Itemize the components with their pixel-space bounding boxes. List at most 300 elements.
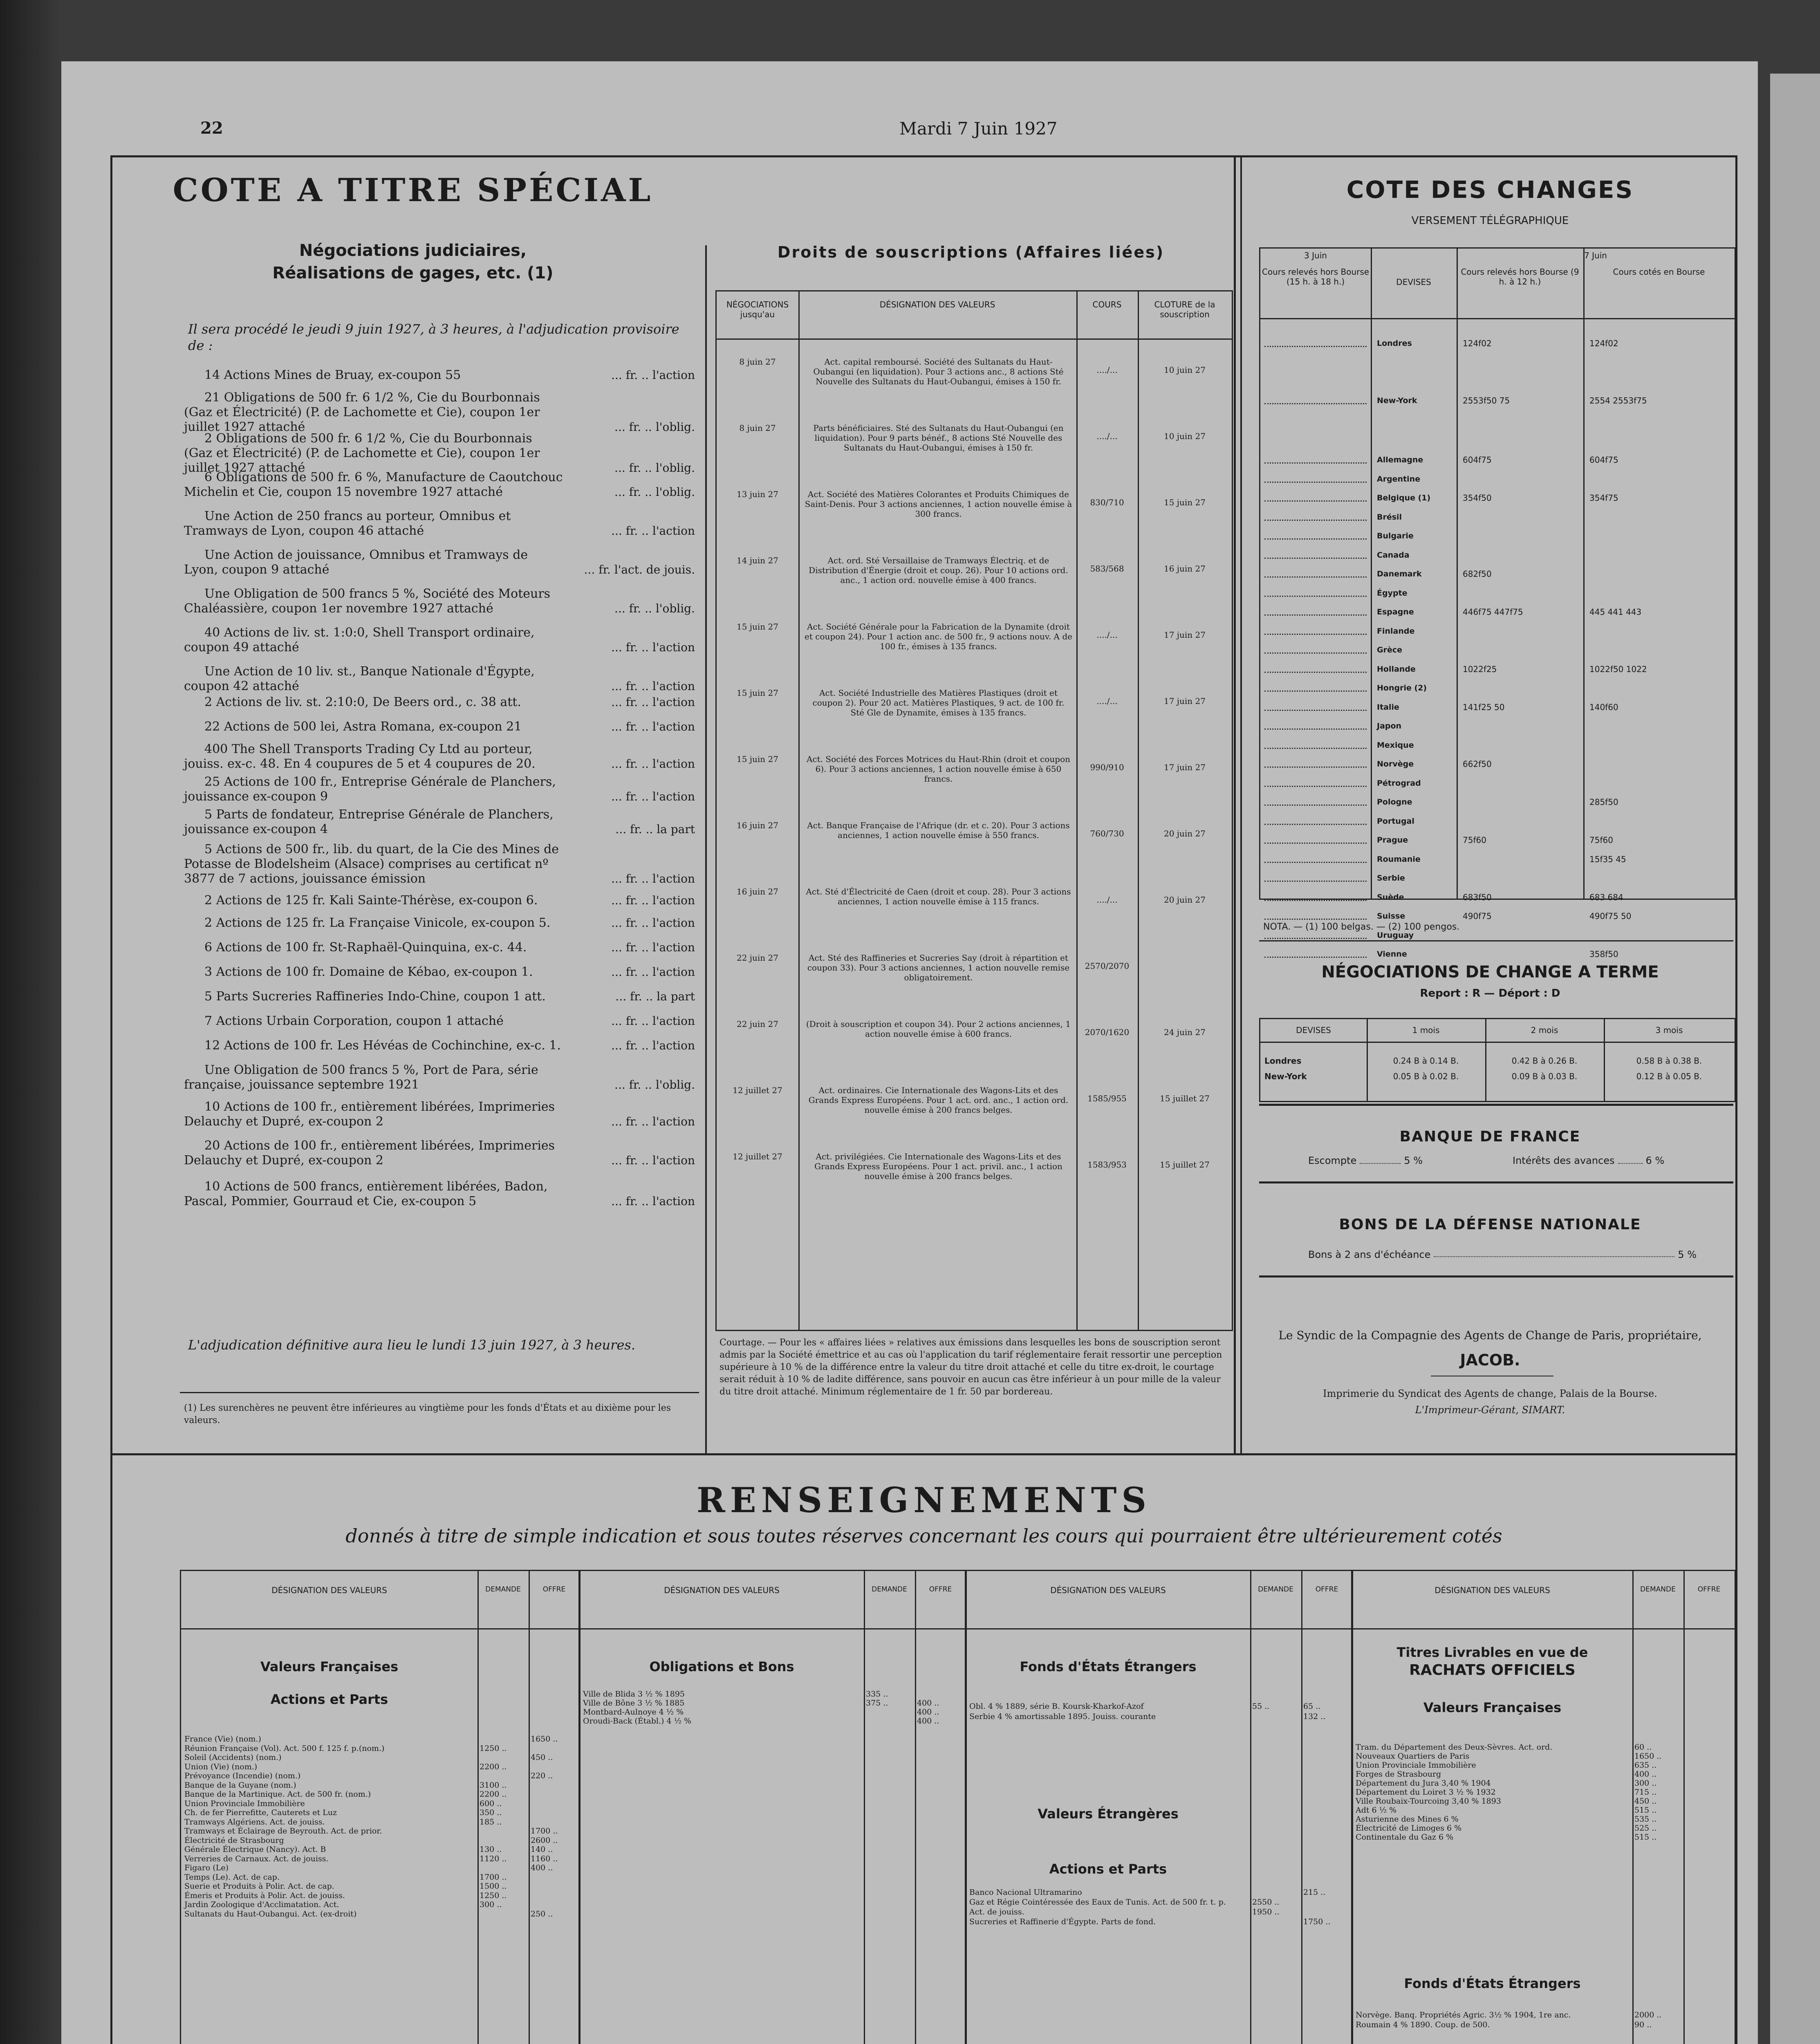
page-number: 22 [200, 119, 223, 138]
cote-item-text: Une Action de jouissance, Omnibus et Tramways de Lyon, coupon 9 attaché [184, 548, 528, 577]
droits-cloture: 15 juillet 27 [1160, 1160, 1210, 1170]
droits-date: 16 juin 27 [737, 887, 778, 896]
changes-devise: Hongrie (2) [1377, 684, 1427, 693]
syndic-line3: L'Imprimeur-Gérant, SIMART. [1415, 1404, 1565, 1416]
droits-desc: Act. Société Industrielle des Matières Plastiques (droit et coupon 2). Pour 20 act. Matières Plastiques, 9 act. de 100 fr. Sté Gle de Dynamite, émises à 135 francs. [812, 688, 1065, 717]
droits-desc: Act. Société Générale pour la Fabrication de la Dynamite (droit et coupon 24). Pour 1 action anc. de 500 fr., 9 actions nouv. A de 100 fr., émises à 135 francs. [805, 622, 1072, 651]
rens-col-rule [1683, 1571, 1685, 2044]
cote-item [184, 625, 695, 655]
rens-row-demande: 335 .. [866, 1690, 888, 1699]
rens-header-demande: DEMANDE [485, 1585, 521, 1594]
cote-item-text: 2 Actions de 125 fr. La Française Vinicole, ex-coupon 5. [204, 916, 551, 930]
rens-row-demande: 515 .. [1634, 1806, 1657, 1815]
droits-table [715, 290, 1233, 1331]
rule-2 [1259, 1104, 1733, 1106]
changes-dots [1264, 482, 1367, 483]
cote-item-unit: ... fr. .. l'action [611, 965, 695, 979]
cote-item-text: 6 Actions de 100 fr. St-Raphaël-Quinquina, ex-c. 44. [204, 940, 527, 955]
droits-cloture: 10 juin 27 [1164, 365, 1206, 375]
rens-heading: Titres Livrables en vue de [1396, 1645, 1588, 1660]
rens-row-name: Sultanats du Haut-Oubangui. Act. (ex-droit) [184, 1909, 357, 1918]
rens-row-demande: 90 .. [1634, 2020, 1652, 2029]
rens-row-name: Ville de Blida 3 ½ % 1895 [583, 1690, 685, 1699]
rens-header-offre: OFFRE [1697, 1585, 1721, 1594]
changes-devise: New-York [1377, 396, 1417, 405]
rens-row-offre: 220 .. [531, 1771, 553, 1780]
changes-devise: Finlande [1377, 626, 1415, 636]
changes-devise: Pologne [1377, 798, 1412, 807]
changes-devise: Grèce [1377, 645, 1403, 654]
droits-cours: ..../... [1096, 365, 1118, 375]
changes-dots [1264, 403, 1367, 404]
syndic-line1: Le Syndic de la Compagnie des Agents de Change de Paris, propriétaire, [1278, 1329, 1702, 1342]
changes-dots [1264, 881, 1367, 882]
cote-item-unit: ... fr. .. l'action [611, 941, 695, 954]
rens-row-demande: 2550 .. [1252, 1898, 1280, 1907]
rens-row-offre: 2600 .. [531, 1836, 558, 1845]
divider-col2b [1240, 157, 1242, 1455]
terme-m3: 0.12 B à 0.05 B. [1636, 1071, 1702, 1081]
rens-row-name: Tramways et Éclairage de Beyrouth. Act. de prior. [184, 1827, 382, 1836]
changes-dots [1264, 538, 1367, 540]
rens-row-name: Tramways Algériens. Act. de jouiss. [184, 1817, 325, 1827]
rens-row-offre: 140 .. [531, 1845, 553, 1854]
banque-avances-value: 6 % [1645, 1155, 1665, 1166]
changes-date-right: 7 Juin [1584, 251, 1607, 260]
changes-hb: 662f50 [1463, 759, 1492, 769]
rens-heading: RACHATS OFFICIELS [1409, 1662, 1576, 1679]
changes-dots [1264, 652, 1367, 654]
rens-row-demande: 350 .. [480, 1808, 502, 1817]
rens-table [180, 1570, 1736, 2044]
droits-col-rule [798, 291, 800, 1330]
rens-row-name: Continentale du Gaz 6 % [1356, 1833, 1454, 1842]
cote-item [184, 842, 695, 886]
changes-devise: Italie [1377, 702, 1399, 712]
banque-escompte [1308, 1155, 1423, 1166]
droits-date: 8 juin 27 [739, 357, 776, 367]
changes-hb: 682f50 [1463, 569, 1492, 579]
rens-row-demande: 1700 .. [480, 1872, 507, 1882]
rens-header-demande: DEMANDE [1258, 1585, 1293, 1594]
rens-row-demande: 1500 .. [480, 1882, 507, 1891]
cote-item-unit: ... fr. l'act. de jouis. [584, 563, 695, 576]
terme-m1: 0.05 B à 0.02 B. [1393, 1071, 1459, 1081]
cote-item-text: 40 Actions de liv. st. 1:0:0, Shell Transport ordinaire, coupon 49 attaché [184, 625, 535, 654]
droits-cloture: 15 juillet 27 [1160, 1094, 1210, 1103]
droits-desc: Act. privilégiées. Cie Internationale des Wagons-Lits et des Grands Express Européens. Pour 1 act. privil. anc., 1 action nouvelle émise à 200 francs belges. [814, 1152, 1062, 1181]
cote-item-text: Une Action de 250 francs au porteur, Omnibus et Tramways de Lyon, coupon 46 attaché [184, 509, 511, 538]
cote-item-unit: ... fr. .. l'action [611, 641, 695, 654]
banque-title: BANQUE DE FRANCE [1399, 1128, 1581, 1145]
droits-date: 15 juin 27 [737, 754, 778, 764]
changes-hb: 490f75 [1463, 911, 1492, 921]
rens-row-offre: 450 .. [531, 1753, 553, 1762]
cote-item-unit: ... fr. .. l'action [611, 1115, 695, 1128]
cote-item [184, 431, 695, 475]
changes-dots [1264, 576, 1367, 578]
rens-row-name: Banque de la Guyane (nom.) [184, 1780, 296, 1790]
changes-bourse: 15f35 45 [1589, 854, 1626, 864]
rens-row-demande: 300 .. [480, 1900, 502, 1909]
rens-col-rule [915, 1571, 916, 2044]
rens-heading: Valeurs Étrangères [1038, 1806, 1179, 1822]
rens-row-name: Banco Nacional Ultramarino [969, 1888, 1082, 1897]
droits-date: 8 juin 27 [739, 423, 776, 433]
changes-dots [1264, 862, 1367, 863]
changes-hb: 141f25 50 [1463, 702, 1505, 712]
rens-col-rule [477, 1571, 479, 2044]
droits-cloture: 15 juin 27 [1164, 498, 1206, 507]
rens-header-offre: OFFRE [542, 1585, 566, 1594]
rens-row-name: Jardin Zoologique d'Acclimatation. Act. [184, 1900, 339, 1909]
droits-cloture: 10 juin 27 [1164, 431, 1206, 441]
changes-hb: 75f60 [1463, 835, 1486, 845]
rens-row-offre: 1750 .. [1303, 1917, 1331, 1926]
cote-item-text: Une Action de 10 liv. st., Banque Nationale d'Égypte, coupon 42 attaché [184, 664, 535, 693]
changes-devise: Serbie [1377, 874, 1405, 883]
changes-devise: Danemark [1377, 569, 1422, 578]
cote-item [184, 719, 695, 734]
rens-header-designation: DÉSIGNATION DES VALEURS [1434, 1585, 1550, 1595]
droits-cours: ..../... [1096, 696, 1118, 706]
rens-block-rule [1351, 1571, 1353, 2044]
rens-row-name: Département du Loiret 3 ½ % 1932 [1356, 1788, 1496, 1797]
cote-item [184, 965, 695, 979]
cote-item [184, 1014, 695, 1029]
droits-cloture: 16 juin 27 [1164, 564, 1206, 574]
rens-row-name: Soleil (Accidents) (nom.) [184, 1753, 282, 1762]
rens-row-name: Banque de la Martinique. Act. de 500 fr. (nom.) [184, 1790, 371, 1799]
rens-col-rule [529, 1571, 530, 2044]
changes-dots [1264, 766, 1367, 768]
cote-item-text: 3 Actions de 100 fr. Domaine de Kébao, ex-coupon 1. [204, 965, 533, 979]
droits-cours: 583/568 [1090, 564, 1124, 574]
cote-item [184, 1179, 695, 1209]
rens-row-offre: 132 .. [1303, 1712, 1326, 1721]
changes-dots [1264, 843, 1367, 844]
droits-header: NÉGOCIATIONS jusqu'au [726, 300, 789, 319]
droits-desc: Act. Banque Française de l'Afrique (dr. et c. 20). Pour 3 actions anciennes, 1 action nouvelle émise à 550 francs. [807, 820, 1070, 840]
changes-dots [1264, 824, 1367, 825]
cote-item-unit: ... fr. .. l'oblig. [614, 1078, 695, 1091]
rens-row-demande: 375 .. [866, 1699, 888, 1708]
rens-row-demande: 1950 .. [1252, 1907, 1280, 1916]
rens-col-rule [1301, 1571, 1302, 2044]
cote-item-unit: ... fr. .. l'action [611, 894, 695, 907]
cote-item-unit: ... fr. .. l'action [611, 757, 695, 771]
cote-item [184, 664, 695, 694]
rens-header-rule [181, 1628, 1735, 1629]
changes-devise: Allemagne [1377, 455, 1423, 464]
rens-row-offre: 215 .. [1303, 1888, 1326, 1897]
banque-escompte-label: Escompte [1308, 1155, 1357, 1166]
changes-devise: Brésil [1377, 512, 1402, 522]
terme-devise: New-York [1264, 1071, 1307, 1081]
rens-row-demande: 1650 .. [1634, 1752, 1662, 1761]
cote-item-unit: ... fr. .. l'action [611, 1039, 695, 1052]
cote-item [184, 775, 695, 804]
cote-footnote: (1) Les surenchères ne peuvent être inférieures au vingtième pour les fonds d'États et au dixième pour les valeurs. [184, 1403, 671, 1425]
droits-cours: 2570/2070 [1085, 961, 1130, 971]
rens-heading: Obligations et Bons [649, 1659, 794, 1674]
rens-row-name: Ch. de fer Pierrefitte, Cauterets et Luz [184, 1808, 337, 1817]
droits-date: 15 juin 27 [737, 688, 778, 698]
syndic-line2: Imprimerie du Syndicat des Agents de change, Palais de la Bourse. [1323, 1388, 1657, 1399]
rens-row-name: Serbie 4 % amortissable 1895. Jouiss. courante [969, 1712, 1156, 1721]
cote-item [184, 940, 695, 955]
cote-item [184, 742, 695, 771]
rens-row-name: Forges de Strasbourg [1356, 1770, 1441, 1779]
rens-row-demande: 2200 .. [480, 1762, 507, 1771]
droits-cloture: 17 juin 27 [1164, 696, 1206, 706]
changes-dots [1264, 500, 1367, 502]
changes-header: Cours cotés en Bourse [1613, 267, 1705, 277]
terme-devise: Londres [1264, 1056, 1302, 1066]
rens-row-demande: 300 .. [1634, 1779, 1657, 1788]
droits-cloture: 24 juin 27 [1164, 1027, 1206, 1037]
cote-item [184, 1063, 695, 1092]
rule-1 [1259, 940, 1733, 941]
rens-row-offre: 400 .. [917, 1717, 939, 1726]
changes-dots [1264, 900, 1367, 901]
changes-col-rule [1371, 249, 1372, 899]
rens-row-name: Verreries de Carnaux. Act. de jouiss. [184, 1854, 329, 1863]
cote-item-text: 400 The Shell Transports Trading Cy Ltd au porteur, jouiss. ex-c. 48. En 4 coupures de 5 et 4 coupures de 20. [184, 742, 536, 771]
rens-row-name: Nouveaux Quartiers de Paris [1356, 1752, 1470, 1761]
rens-row-name: Montbard-Aulnoye 4 ½ % [583, 1708, 684, 1717]
banque-avances [1513, 1155, 1664, 1166]
cote-item-text: 12 Actions de 100 fr. Les Hévéas de Cochinchine, ex-c. 1. [204, 1038, 561, 1053]
changes-dots [1264, 957, 1367, 958]
terme-header: DEVISES [1296, 1025, 1331, 1035]
cote-item [184, 1038, 695, 1053]
changes-devise: Hollande [1377, 664, 1416, 674]
droits-title: Droits de souscriptions (Affaires liées) [777, 243, 1165, 261]
changes-bourse: 604f75 [1589, 455, 1618, 465]
changes-nota: NOTA. — (1) 100 belgas. — (2) 100 pengos. [1263, 922, 1460, 932]
cote-item [184, 1100, 695, 1129]
rens-row-name: Prévoyance (Incendie) (nom.) [184, 1771, 301, 1780]
droits-date: 15 juin 27 [737, 622, 778, 632]
cote-item-unit: ... fr. .. l'action [611, 872, 695, 885]
changes-bourse: 683 684 [1589, 892, 1623, 902]
droits-cours: 1583/953 [1087, 1160, 1127, 1170]
cote-item-text: 20 Actions de 100 fr., entièrement libérées, Imprimeries Delauchy et Dupré, ex-coupon 2 [184, 1139, 555, 1168]
changes-hb: 446f75 447f75 [1463, 607, 1523, 617]
cote-intro: Il sera procédé le jeudi 9 juin 1927, à 3 heures, à l'adjudication provisoire de : [188, 321, 679, 353]
rens-row-name: Union Provinciale Immobilière [184, 1799, 305, 1808]
changes-col-rule [1583, 249, 1585, 899]
droits-desc: Act. Sté des Raffineries et Sucreries Say (droit à répartition et coupon 33). Pour 3 actions anciennes, 1 action nouvelle remise obligatoirement. [807, 953, 1070, 982]
rens-row-name: Union (Vie) (nom.) [184, 1762, 258, 1771]
changes-dots [1264, 346, 1367, 347]
cote-item [184, 548, 695, 577]
rens-block-rule [578, 1571, 581, 2044]
cote-item-unit: ... fr. .. l'action [611, 790, 695, 803]
droits-header: CLOTURE de la souscription [1154, 300, 1215, 319]
terme-m2: 0.42 B à 0.26 B. [1511, 1056, 1578, 1066]
rens-row-name: Électricité de Strasbourg [184, 1836, 284, 1845]
droits-date: 12 juillet 27 [733, 1152, 782, 1161]
changes-bourse: 285f50 [1589, 797, 1618, 807]
cote-item-unit: ... fr. .. l'oblig. [614, 461, 695, 475]
rens-header-demande: DEMANDE [872, 1585, 907, 1594]
droits-date: 22 juin 27 [737, 1019, 778, 1029]
rens-row-demande: 1250 .. [480, 1744, 507, 1753]
cote-item-unit: ... fr. .. la part [615, 990, 695, 1003]
cote-item-unit: ... fr. .. l'action [611, 1154, 695, 1167]
changes-dots [1264, 462, 1367, 464]
rens-row-demande: 535 .. [1634, 1815, 1657, 1824]
changes-devise: Roumanie [1377, 854, 1421, 864]
rens-heading: Actions et Parts [270, 1692, 388, 1707]
cote-item [184, 470, 695, 500]
rens-col-rule [1250, 1571, 1251, 2044]
changes-col-rule [1457, 249, 1458, 899]
changes-dots [1264, 805, 1367, 806]
changes-bourse: 75f60 [1589, 835, 1613, 845]
changes-bourse: 358f50 [1589, 949, 1618, 959]
droits-date: 12 juillet 27 [733, 1085, 782, 1095]
cote-item-text: Une Obligation de 500 francs 5 %, Société des Moteurs Chaléassière, coupon 1er novembre 1927 attaché [184, 587, 551, 616]
rens-row-name: Ville Roubaix-Tourcoing 3,40 % 1893 [1356, 1797, 1501, 1806]
terme-table [1259, 1018, 1736, 1102]
rens-row-demande: 400 .. [1634, 1770, 1657, 1779]
rens-row-name: Oroudi-Back (Établ.) 4 ½ % [583, 1717, 692, 1726]
rens-row-name: Obl. 4 % 1889, série B. Koursk-Kharkof-Azof [969, 1702, 1144, 1711]
rens-heading: Fonds d'États Étrangers [1020, 1659, 1197, 1674]
cote-item-unit: ... fr. .. l'action [611, 524, 695, 538]
rens-row-demande: 715 .. [1634, 1788, 1657, 1797]
rens-row-demande: 3100 .. [480, 1780, 507, 1790]
rens-row-demande: 185 .. [480, 1817, 502, 1827]
cote-item-text: 6 Obligations de 500 fr. 6 %, Manufacture de Caoutchouc Michelin et Cie, coupon 15 novembre 1927 attaché [184, 470, 563, 499]
changes-devise: Prague [1377, 836, 1408, 845]
droits-cours: 2070/1620 [1085, 1027, 1130, 1037]
droits-cours: ..../... [1096, 895, 1118, 905]
rens-row-name: Adt 6 ½ % [1356, 1806, 1397, 1815]
cote-item-text: 2 Obligations de 500 fr. 6 1/2 %, Cie du Bourbonnais (Gaz et Électricité) (P. de Lachomette et Cie), coupon 1er juillet 1927 attaché [184, 431, 540, 475]
divider-col2 [1234, 157, 1236, 1455]
droits-date: 22 juin 27 [737, 953, 778, 963]
banque-avances-label: Intérêts des avances [1513, 1155, 1615, 1166]
droits-desc: Act. Sté d'Électricité de Caen (droit et coup. 28). Pour 3 actions anciennes, 1 action nouvelle émise à 115 francs. [806, 887, 1071, 906]
droits-cloture: 20 juin 27 [1164, 829, 1206, 838]
cote-item-text: 25 Actions de 100 fr., Entreprise Générale de Planchers, jouissance ex-coupon 9 [184, 775, 556, 804]
rens-row-name: Roumain 4 % 1890. Coup. de 500. [1356, 2020, 1490, 2029]
rens-heading: Valeurs Françaises [260, 1659, 399, 1674]
changes-bourse: 124f02 [1589, 338, 1618, 348]
droits-courtage: Courtage. — Pour les « affaires liées » relatives aux émissions dans lesquelles les bons de souscription seront admis par la Société émettrice et au cas où l'application du tarif réglementaire ferait ressortir une perception supérieure à 10 % de la différence entre la valeur du titre droit attaché et celle du titre ex-droit, le courtage serait réduit à 10 % de ladite différence, sans pouvoir en aucun cas être inférieur à un pour mille de la valeur du titre droit attaché. Minimum réglementaire de 1 fr. 50 par bordereau. [719, 1338, 1222, 1397]
changes-dots [1264, 672, 1367, 673]
syndic-name: JACOB. [1460, 1351, 1520, 1369]
changes-bourse: 490f75 50 [1589, 911, 1632, 921]
cote-item [184, 893, 695, 908]
changes-devise: Canada [1377, 550, 1410, 560]
rens-header-demande: DEMANDE [1640, 1585, 1676, 1594]
rens-row-name: Gaz et Régie Cointéressée des Eaux de Tunis. Act. de 500 fr. t. p. [969, 1898, 1226, 1907]
rens-row-demande: 130 .. [480, 1845, 502, 1854]
cote-item [184, 368, 695, 383]
terme-header-rule [1260, 1042, 1735, 1043]
changes-bourse: 354f75 [1589, 493, 1618, 503]
changes-dots [1264, 520, 1367, 521]
rens-header-designation: DÉSIGNATION DES VALEURS [1050, 1585, 1166, 1595]
droits-desc: Act. Société des Matières Colorantes et Produits Chimiques de Saint-Denis. Pour 3 actions anciennes, 1 action nouvelle émise à 300 francs. [805, 489, 1072, 519]
rens-row-demande: 515 .. [1634, 1833, 1657, 1842]
rens-subtitle: donnés à titre de simple indication et sous toutes réserves concernant les cours qui pourraient être ultérieurement cotés [345, 1525, 1502, 1547]
droits-cours: 760/730 [1090, 829, 1124, 838]
cote-item-unit: ... fr. .. l'oblig. [614, 602, 695, 615]
cote-item-unit: ... fr. .. l'action [611, 720, 695, 733]
cote-item [184, 695, 695, 710]
rens-row-demande: 2200 .. [480, 1790, 507, 1799]
changes-hb: 1022f25 [1463, 664, 1497, 674]
cote-item-unit: ... fr. .. la part [615, 823, 695, 836]
changes-hb: 124f02 [1463, 338, 1492, 348]
droits-desc: Parts bénéficiaires. Sté des Sultanats du Haut-Oubangui (en liquidation). Pour 9 parts bénéf., 8 actions Sté Nouvelle des Sultanats du Haut-Oubangui, émises à 150 fr. [813, 423, 1064, 453]
rens-row-name: Tram. du Département des Deux-Sèvres. Act. ord. [1356, 1743, 1553, 1752]
changes-devise: Argentine [1377, 474, 1421, 484]
rens-row-offre: 65 .. [1303, 1702, 1321, 1711]
droits-cloture: 17 juin 27 [1164, 762, 1206, 772]
changes-dots [1264, 634, 1367, 635]
changes-header: Cours relevés hors Bourse (9 h. à 12 h.) [1461, 267, 1579, 287]
droits-header-rule [717, 338, 1232, 340]
changes-header: Cours relevés hors Bourse (15 h. à 18 h.) [1262, 267, 1369, 287]
changes-dots [1264, 919, 1367, 920]
banque-escompte-value: 5 % [1404, 1155, 1423, 1166]
droits-cloture: 17 juin 27 [1164, 630, 1206, 640]
rens-row-demande: 1120 .. [480, 1854, 507, 1863]
rens-title: RENSEIGNEMENTS [696, 1480, 1152, 1520]
cote-item-text: 5 Parts de fondateur, Entreprise Générale de Planchers, jouissance ex-coupon 4 [184, 807, 554, 836]
droits-date: 16 juin 27 [737, 820, 778, 830]
rens-heading: Actions et Parts [1049, 1861, 1167, 1877]
changes-bourse: 1022f50 1022 [1589, 664, 1647, 674]
rens-row-offre: 1650 .. [531, 1735, 558, 1744]
changes-title: COTE DES CHANGES [1346, 176, 1634, 204]
cote-item-unit: ... fr. .. l'action [611, 1014, 695, 1028]
rens-header-designation: DÉSIGNATION DES VALEURS [271, 1585, 387, 1595]
changes-devise: Norvège [1377, 760, 1414, 769]
terme-legend: Report : R — Déport : D [1420, 987, 1560, 1000]
rens-row-demande: 1250 .. [480, 1891, 507, 1900]
bons-value: 5 % [1678, 1249, 1697, 1260]
droits-header: DÉSIGNATION DES VALEURS [879, 300, 995, 309]
cote-item-text: 5 Parts Sucreries Raffineries Indo-Chine, coupon 1 att. [204, 989, 546, 1004]
rule-3 [1259, 1181, 1733, 1183]
rens-header-designation: DÉSIGNATION DES VALEURS [664, 1585, 780, 1595]
cote-subtitle-2: Réalisations de gages, etc. (1) [272, 264, 554, 282]
changes-hb: 2553f50 75 [1463, 396, 1510, 406]
changes-dots [1264, 614, 1367, 616]
changes-bourse: 445 441 443 [1589, 607, 1642, 617]
rens-row-offre: 400 .. [917, 1708, 939, 1717]
changes-devise: Japon [1377, 722, 1402, 731]
cote-item-unit: ... fr. .. l'action [611, 368, 695, 382]
rens-row-name: Norvège. Banq. Propriétés Agric. 3½ % 1904, 1re anc. [1356, 2010, 1571, 2019]
rens-row-demande: 2000 .. [1634, 2010, 1662, 2019]
rens-heading: Valeurs Françaises [1423, 1700, 1562, 1715]
changes-devise: Bulgarie [1377, 531, 1414, 540]
changes-dots [1264, 728, 1367, 730]
divider-renseignements [112, 1453, 1735, 1455]
page-date: Mardi 7 Juin 1927 [899, 119, 1058, 139]
droits-cours: 1585/955 [1087, 1094, 1127, 1103]
droits-cours: 990/910 [1090, 762, 1124, 772]
